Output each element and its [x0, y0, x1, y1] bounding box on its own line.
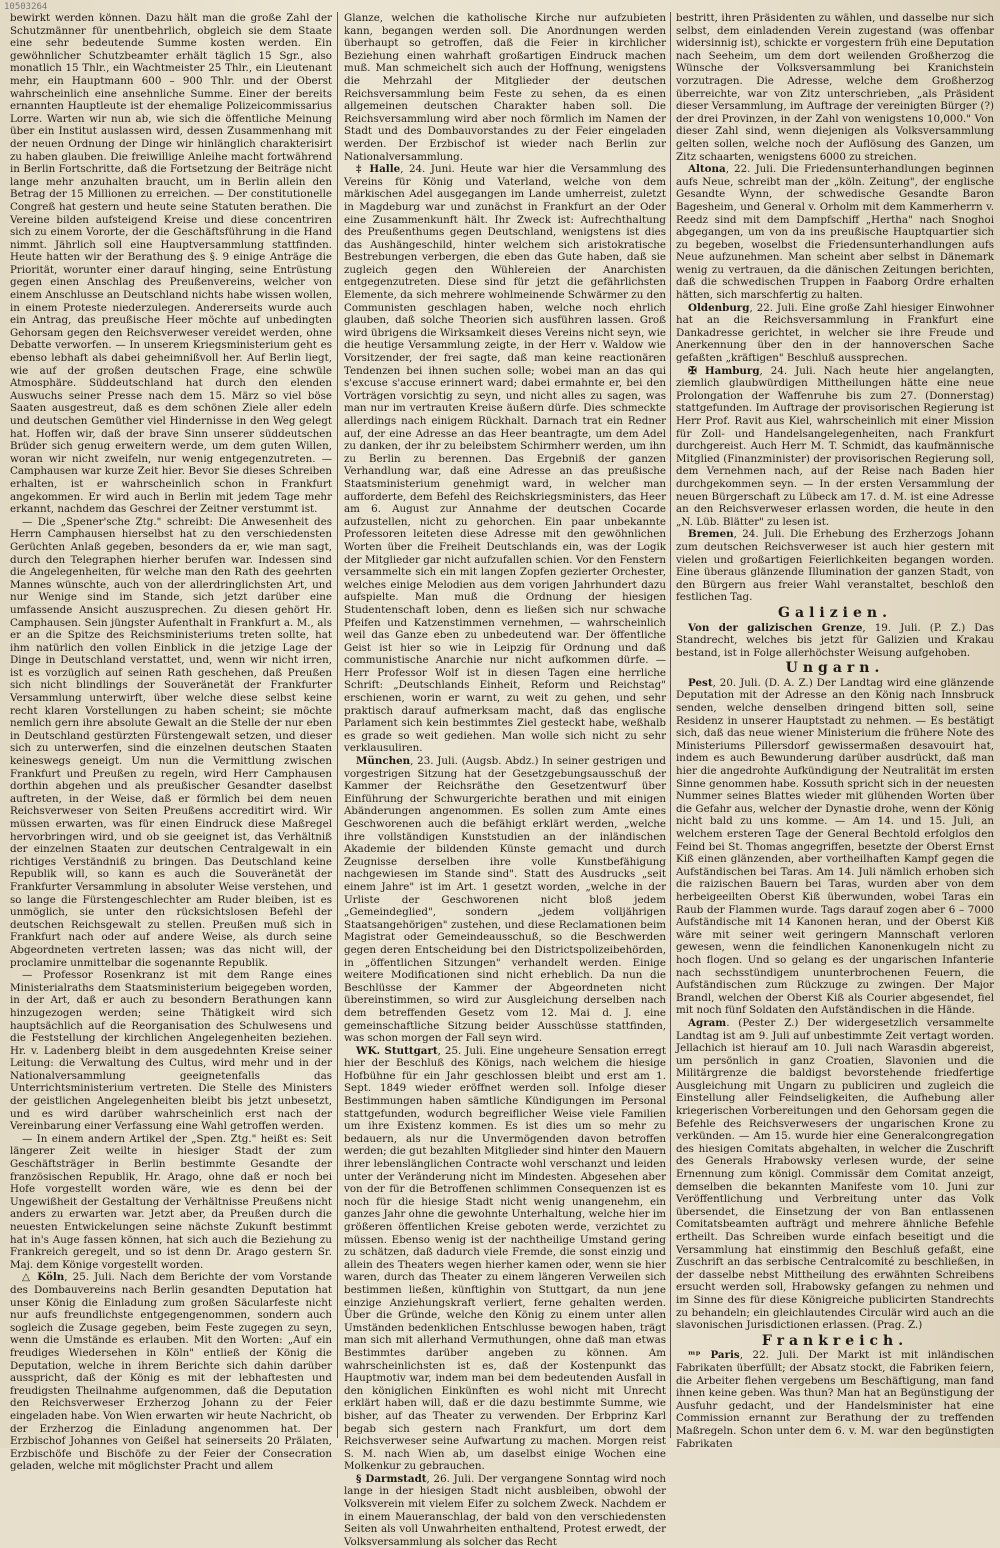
article-paragraph [344, 163, 666, 755]
article-paragraph [10, 1271, 332, 1473]
dateline-place: ᵐᵖ Paris [688, 1349, 740, 1362]
article-text: , 23. Juli. (Augsb. Abdz.) In seiner gestrigen und vorgestrigen Sitzung hat der Gesetzgebungsausschuß der Kammer der Reichsräthe den Gesetzentwurf über Einführung der Schwurgerichte berathen und mit einigen Abänderungen angenommen. Es sollen zum Amte eines Geschworenen auch die befähigt erklärt werden, „welche ihre vollständigen Kunststudien an der inländischen Akademie der bildenden Künste gemacht und durch Zeugnisse derselben ihre volle Kunstbefähigung nachgewiesen im Stande sind". Statt des Ausdrucks „seit einem Jahre" ist im Art. 1 gesetzt worden, „welche in der Urliste der Geschworenen nicht bloß jedem „Gemeindeglied", sondern „jedem volljährigen Staatsangehörigen" zustehen, und diese Reclamationen beim Magistrat oder Gemeindeausschuß, so die Beschwerden gegen deren Entscheidung bei den Districtspolizeibehörden, in „öffentlichen Sitzungen" verhandelt werden. Einige weitere Modificationen sind nicht erheblich. Da nun die Beschlüsse der Kammer der Abgeordneten nicht übereinstimmen, so wird zur Ausgleichung derselben nach dem betreffenden Gesetz vom 12. Mai d. J. eine gemeinschaftliche Sitzung beider Ausschüsse stattfinden, was schon morgen der Fall seyn wird. [344, 755, 666, 1045]
section-heading: Ungarn. [785, 660, 885, 677]
article-text: , 22. Juli. Der Markt ist mit inländischen Fabrikaten überfüllt; der Absatz stockt, die Fabriken feiern, die Arbeiter flehen vergebens um Beschäftigung, man fand ihnen keine geben. Was thun? Man hat an Begünstigung der Ausfuhr gedacht, und der Handelsminister hat eine Commission ernannt zur Berathung der zu treffenden Maßregeln. Schon unter dem 6. v. M. war den begünstigten Fabrikaten [676, 1349, 994, 1450]
article-text: bewirkt werden können. Dazu hält man die große Zahl der Schutzmänner für unentbehrlich, obgleich sie dem Staate eine sehr bedeutende Summe kosten werden. Ein gewöhnlicher Schutzbeamter erhält täglich 15 Sgr., also monatlich 15 Thlr., ein Wachtmeister 25 Thlr., ein Lieutenant mehr, ein Hauptmann 600 – 900 Thlr. und der Oberst wahrscheinlich eine ansehnliche Summe. Einer der bereits ernannten Hauptleute ist der ehemalige Polizeicommissarius Lorre. Warten wir nun ab, wie sich die öffentliche Meinung über ein Institut auslassen wird, dessen Zusammenhang mit der neuen Ordnung der Dinge wir hinlänglich charakterisirt zu haben glauben. Die freiwillige Anleihe macht fortwährend in Berlin Fortschritte, daß die Fortsetzung der Beiträge nicht lange mehr anzuhalten braucht, um in Berlin allein den Betrag der 15 Millionen zu erreichen. — Der constitutionelle Congreß hat gestern und heute seine Statuten berathen. Die Vereine bilden aufsteigend Kreise und diese concentriren sich zu einem Vororte, der die Geschäftsführung in die Hand nimmt. Jährlich soll eine Hauptversammlung stattfinden. Heute hatten wir der Berathung des §. 9 einige Anträge die Priorität, worunter einer darauf hinging, seine Entrüstung gegen einen Anschlag des Preußenvereins, welcher von einem Anschlusse an Deutschland nichts habe wissen wollen, in einem Proteste niederzulegen. Andererseits wurde auch ein Antrag, das preußische Heer möchte auf unbedingten Gehorsam gegen den Reichsverweser vereidet werden, ohne Debatte verworfen. — In unserem Kriegsministerium geht es ebenso lebhaft als dabei geheimnißvoll her. Auf Berlin liegt, wie auf der großen deutschen Frage, eine schwüle Atmosphäre. Süddeutschland hat durch den elenden Auswuchs seiner Presse nach dem 15. März so viel böse Saaten ausgestreut, daß es dem schönen Ziele aller edeln und deutschen Gemüther viel Hindernisse in den Weg gelegt hat. Hoffen wir, daß der brave Sinn unserer süddeutschen Brüder sich genug erweitern werde, um dem guten Willen, woran wir nicht zweifeln, nur wenig entgegenzutreten. — Camphausen war kurze Zeit hier. Bevor Sie dieses Schreiben erhalten, ist er wahrscheinlich schon in Frankfurt angekommen. Er wird auch in Berlin mit jedem Tage mehr erkannt, nachdem das Geschrei der Zeitner verstummt ist. [10, 12, 332, 516]
article-paragraph [676, 528, 994, 604]
article-text: bestritt, ihren Präsidenten zu wählen, und dasselbe nur sich selbst, dem einladenden Verein zugestand (was offenbar widersinnig ist), schickte er vorgestern früh eine Deputation nach Seeheim, um dem dort weilenden Großherzog die Wünsche der Volksversammlung bei Kranichstein vorzutragen. Die Adresse, welche dem Großherzog überreichte, war von Zitz unterschrieben, „als Präsident dieser Versammlung, im Auftrage der vereinigten Bürger (?) der drei Provinzen, in der Zahl von wenigstens 10,000." Von dieser Zahl sind, wenn diejenigen als Volksversammlung gelten sollen, welche noch der Auflösung des Ganzen, um Zitz schaarten, wenigstens 6000 zu streichen. [676, 12, 994, 163]
article-paragraph [10, 1133, 332, 1272]
article-text: — In einem andern Artikel der „Spen. Ztg." heißt es: Seit längerer Zeit weilte in hiesiger Stadt der zum Geschäftsträger in Berlin bestimmte Gesandte der französischen Republik, Hr. Arago, ohne daß er noch bei Hofe vorgestellt worden wäre, wie es denn bei der Ungewißheit der Gestaltung der Verhältnisse Preußens nicht anders zu erwarten war. Jetzt aber, da Preußen durch die neuesten Entwickelungen seine nächste Zukunft bestimmt hat in's Auge fassen können, hat sich auch die Beziehung zu Frankreich geregelt, und so ist denn Dr. Arago gestern Sr. Maj. dem Könige vorgestellt worden. [10, 1132, 332, 1271]
section-heading: Galizien. [778, 604, 892, 621]
dateline-place: Pest [688, 676, 713, 689]
article-text: , 24. Juni. Heute war hier die Versammlung des Vereins für König und Vaterland, welche von dem märkischen Adel ausgegangen im Lande umherreist, zuletzt in Magdeburg war und zunächst in Frankfurt an der Oder eine Zusammenkunft hält. Ihr Zweck ist: Aufrechthaltung des Preußenthums gegen Deutschland, wenigstens ist dies das Aushängeschild, hinter welchem sich aristokratische Bestrebungen verbergen, die eben das Gute haben, daß sie zugleich gegen den Wühlereien der Anarchisten entgegenzutreten. Diese sind für jetzt die gefährlichsten Elemente, da sich mehrere wohlmeinende Schwärmer zu den Communisten geschlagen haben, welche noch ehrlich glauben, daß solche Theorien sich ausführen lassen. Groß wird übrigens die Wirksamkeit dieses Vereins nicht seyn, wie die heutige Versammlung zeigte, in der Herr v. Waldow wie Vorsitzender, der frei sagte, daß man keine reactionären Tendenzen bei ihnen suchen solle; wobei man an das qui s'excuse s'accuse erinnert ward; dabei ermahnte er, bei den Vorträgen vorsichtig zu seyn, und nicht alles zu sagen, was man nur im vertrauten Kreise äußern dürfe. Dies schmeckte allerdings nach einigem Rückhalt. Darnach trat ein Redner auf, der eine Adresse an das Heer beantragte, um dem Adel zu danken, der ihr zu beleibstem Schirmherr werden, um ihn zu Berlin zu berennen. Das Ergebniß der ganzen Verhandlung war, daß eine Adresse an das preußische Staatsministerium genehmigt ward, in welcher man aufforderte, dem Befehl des Reichskriegsministers, das Heer am 6. August zur Annahme der deutschen Cocarde aufzustellen, nicht zu gehorchen. Ein paar unbekannte Professoren leiteten diese Adresse mit den gewöhnlichen Worten über die Freiheit Deutschlands ein, was der Logik der Mitglieder gar nicht aufzufallen schien. Vor den Fenstern versammelte sich ein mit langen Zopfen gezierter Orchester, welches einige Melodien aus dem vorigen Jahrhundert dazu aufspielte. Man muß die Ordnung der hiesigen Studentenschaft loben, denn es ließen sich nur schwache Pfeifen und Katzenstimmen vernehmen, — wahrscheinlich weil das Ganze eben zu unbedeutend war. Der öffentliche Geist ist hier so wie in Leipzig für Ordnung und daß communistische Anarchie nur nicht aufkommen dürfe. — Herr Professor Wolf ist in diesen Tagen eine herrliche Schrift: „Deutschlands Einheit, Reform und Reichstag" erschienen, worin er warnt, zu weit zu gehen, und sehr praktisch darauf aufmerksam macht, daß das englische Parlament sich kein bestimmtes Ziel gesteckt habe, weßhalb es grade so weit gediehen. Man wolle sich nicht zu sehr verklausuliren. [344, 163, 666, 755]
article-text: , 19. Juli. (P. Z.) Das Standrecht, welches bis jetzt für Galizien und Krakau bestand, ist in Folge allerhöchster Weisung aufgehoben. [676, 621, 994, 659]
article-paragraph [10, 969, 332, 1133]
article-text: Glanze, welchen die katholische Kirche nur aufzubieten kann, begangen werden soll. Die Anordnungen werden überhaupt so getroffen, daß die Feier in kirchlicher Beziehung einen wahrhaft großartigen Eindruck machen muß. Man schmeichelt sich auch der Hoffnung, wenigstens die Mehrzahl der Mitglieder der deutschen Reichsversammlung beim Feste zu sehen, da es einen allgemeinen deutschen Charakter haben soll. Die Reichsversammlung wird aber noch förmlich im Namen der Stadt und des Dombauvorstandes zu der Feier eingeladen werden. Der Erzbischof ist wieder nach Berlin zur Nationalversammlung. [344, 12, 666, 163]
article-paragraph [676, 12, 994, 163]
article-paragraph [676, 302, 994, 365]
article-paragraph [10, 12, 332, 516]
article-text: , 22. Juli. Die Friedensunterhandlungen beginnen aufs Neue, schreibt man der „köln. Zeitung", der englische Gesandte Wynn, der schwedische Gesandte Baron Bagesheim, und General v. Orholm mit dem Kammerherrn v. Reedz sind mit dem Dampfschiff „Hertha" nach Snoghoi abgegangen, um von da ins preußische Hauptquartier sich zu begeben, woselbst die Friedensunterhandlungen aufs Neue aufzunehmen. Man scheint aber selbst in Dänemark wenig zu vertrauen, da die dänischen Zeitungen berichten, daß die schwedischen Truppen in Faaborg Ordre erhalten hätten, sich marschfertig zu halten. [676, 163, 994, 302]
dateline-place: Bremen [688, 528, 734, 541]
article-text: , 25. Juli. Nach dem Berichte der vom Vorstande des Dombauvereins nach Berlin gesandten Deputation hat unser König die Einladung zum großen Säcularfeste nicht nur aufs freundlichste entgegengenommen, sondern auch sogleich die Zusage gegeben, beim Feste zugegen zu seyn, wenn die Umstände es erlauben. Mit den Worten: „Auf ein freudiges Wiedersehen in Köln" entließ der König die Deputation, welche in ihrem Berichte sich dahin darüber ausspricht, daß der König es mit der lebhaftesten und freudigsten Theilnahme aufgenommen, daß die Deputation den Reichsverweser Erzherzog Johann zu der Feier eingeladen habe. Von Wien erwarten wir heute Nachricht, ob der Erzherzog die Einladung angenommen hat. Der Erzbischof Johannes von Geißel hat seinerseits 20 Prälaten, Erzbischöfe und Bischöfe zu der Feier der Consecration geladen, welche mit möglichster Pracht und allem [10, 1271, 332, 1473]
dateline-place: Oldenburg [688, 301, 750, 314]
article-paragraph [344, 1473, 666, 1548]
article-text: , 24. Juli. Nach heute hier angelangten, ziemlich glaubwürdigen Mittheilungen hätte eine neue Prolongation der Waffenruhe bis zum 27. (Donnerstag) stattgefunden. Im Auftrage der provisorischen Regierung ist Herr Prof. Ravit aus Kiel, wahrscheinlich mit einer Mission für Zoll- und Handelsangelegenheiten, nach Frankfurt durchgereist. Auch Herr M. T. Schmidt, das kaufmännische Mitglied (Finanzminister) der provisorischen Regierung soll, dem Vernehmen nach, auf der Reise nach Baden hier durchgekommen seyn. — In der ersten Versammlung der neuen Bürgerschaft zu Lübeck am 17. d. M. ist eine Adresse an den Reichsverweser erlassen worden, die heute in den „N. Lüb. Blätter" zu lesen ist. [676, 364, 994, 528]
column-3 [676, 12, 994, 1450]
dateline-place: Altona [688, 163, 726, 176]
article-paragraph [676, 1017, 994, 1332]
column-rule-1 [337, 12, 338, 1438]
article-paragraph [10, 516, 332, 969]
article-text: , 20. Juli. (D. A. Z.) Der Landtag wird eine glänzende Deputation mit der Adresse an den König nach Innsbruck senden, welche denselben dringend bitten soll, seine Residenz in unserer Hauptstadt zu nehmen. — Es bestätigt sich, daß das neue wiener Ministerium die frühere Note des Ministeriums Pillersdorf gewissermaßen desavouirt hat, indem es auch Bewunderung darüber ausdrückt, daß man hier die angedrohte Aufkündigung der Neutralität im ersten Sinne genommen habe. Kossuth spricht sich in der neuesten Nummer seines Blattes wieder mit glühenden Worten über die Gefahr aus, welcher der Dynastie drohe, wenn der König nicht bald zu uns komme. — Am 14. und 15. Juli, an welchem ersteren Tage der General Bechtold erfolglos den Feind bei St. Thomas angegriffen, besetzte der Oberst Ernst Kiß einen glänzenden, aber vortheilhaften Kampf gegen die Aufständischen bei Taras. Am 14. Juli nämlich erhoben sich die raizischen Bauern bei Taras, wurden aber von dem herbeigeeilten Oberst Kiß überwunden, wobei Taras ein Raub der Flammen wurde. Tags darauf zogen aber 6 – 7000 Aufständische mit 14 Kanonen heran, und der Oberst Kiß wäre mit seiner weit geringern Mannschaft verloren gewesen, wenn die feindlichen Kanonenkugeln nicht zu hoch flogen. Und so gelang es der ungarischen Infanterie nach sechsstündigem ununterbrochenen Feuern, die Aufständischen zum Rückzuge zu zwingen. Der Major Brandl, welchen der Oberst Kiß als Courier abgesendet, fiel mit noch fünf Soldaten den Aufständischen in die Hände. [676, 676, 994, 1017]
article-text: , 25. Juli. Eine ungeheure Sensation erregt hier der Beschluß des Königs, nach welchem die hiesige Hofbühne für ein Jahr geschlossen bleibt und erst am 1. Sept. 1849 wieder eröffnet werden soll. Infolge dieser Bestimmungen haben sämtliche Kündigungen im Personal stattgefunden, wodurch begreiflicher Weise viele Familien um ihre Existenz kommen. Es ist dies um so mehr zu bedauern, als nur die Unvermögenden davon betroffen werden; die gut bezahlten Mitglieder sind hinter den Mauern ihrer lebenslänglichen Contracte wohl verschanzt und leiden unter der Veränderung nicht im Mindesten. Abgesehen aber von der für die Betroffenen schlimmen Consequenzen ist es noch für die hiesige Stadt nicht wenig unangenehm, ein ganzes Jahr ohne die gewohnte Unterhaltung, welche hier im größeren öffentlichen Kreise geboten werde, verzichtet zu müssen. Ebenso wenig ist der nachtheilige Umstand gering zu schätzen, daß dadurch viele Fremde, die sonst einzig und allein des Theaters wegen hierher kamen oder, wenn sie hier waren, durch das Theater zu einem längeren Verweilen sich bestimmen ließen, künftighin von Stuttgart, da nun jene einzige Anziehungskraft verliert, ferne gehalten werden. Über die Gründe, welche den König zu einem unter allen Umständen bedenklichen Entschlusse bewogen haben, trägt man sich mit allerhand Vermuthungen, ohne daß man etwas Bestimmtes darüber angeben zu können. Am wahrscheinlichsten ist es, daß der Kostenpunkt das Hauptmotiv war, indem man bei dem bedeutenden Ausfall in den königlichen Einkünften es wohl nicht mit Unrecht erklärt haben will, daß er die dazu bestimmte Summe, wie bisher, auf das Theater zu verwenden. Der Erbprinz Karl begab sich gestern nach Frankfurt, um dort dem Reichsverweser seine Aufwartung zu machen. Morgen reist S. M. nach Wien ab, um daselbst einige Wochen eine Molkenkur zu gebrauchen. [344, 1044, 666, 1473]
article-paragraph [344, 1045, 666, 1473]
section-heading: Frankreich. [761, 1332, 909, 1349]
dateline-place: ✠ Hamburg [688, 364, 760, 377]
column-rule-2 [670, 12, 671, 1438]
page-id: 10503264 [4, 2, 48, 12]
dateline-place: Agram [688, 1016, 727, 1029]
article-text: , 22. Juli. Eine große Zahl hiesiger Einwohner hat an die Reichsversammlung in Frankfurt eine Dankadresse gerichtet, in welcher sie ihre Freude und Anerkennung über den in der hannoverschen Sache gefaßten „kräftigen" Beschluß aussprechen. [676, 301, 994, 365]
article-paragraph [676, 622, 994, 660]
article-text: — Die „Spener'sche Ztg." schreibt: Die Anwesenheit des Herrn Camphausen hierselbst hat zu den verschiedensten Gerüchten Anlaß gegeben, besonders da er, wie man sagt, durch den Telegraphen hierher berufen war. Indessen sind die Angelegenheiten, für welche man den Rath des geehrten Mannes wünschte, auch von der allerdringlichsten Art, und nur Wenige sind im Stande, sich jetzt darüber eine umfassende Ansicht auszusprechen. Zu diesen gehört Hr. Camphausen. Sein jüngster Aufenthalt in Frankfurt a. M., als er an die Spitze des Reichsministeriums treten sollte, hat ihm natürlich den vollen Einblick in die jetzige Lage der Dinge in Deutschland verstattet, und, wenn wir nicht irren, ist es vorzüglich auf seinen Rath geschehen, daß Preußen sich nicht blindlings der Souveränetät der Frankfurter Versammlung unterwirft, über welche diese selbst keine recht klaren Vorstellungen zu haben scheint; sie möchte nemlich gern ihre absolute Gewalt an die Stelle der nur eben in Deutschland gestürzten Fürstengewalt setzen, und dieser sich zu unterwerfen, sind die einzelnen deutschen Staaten keineswegs geneigt. Um nun die Vermittlung zwischen Frankfurt und Preußen zu regeln, wird Herr Camphausen dorthin abgehen und als preußischer Gesandter daselbst auftreten, in der Weise, daß er förmlich bei dem neuen Reichsverweser von Seiten Preußens accreditirt wird. Wir müssen erwarten, was für einen Eindruck diese Maßregel hervorbringen wird, und ob sie geeignet ist, das Verhältniß der einzelnen Staaten zur deutschen Centralgewalt in ein richtiges Verständniß zu bringen. Das Deutschland keine Republik will, so kann es auch die Souveränetät der Frankfurter Versammlung in absoluter Weise verstehen, und so lange die Fürstengeschlechter am Ruder bleiben, ist es unmöglich, sie unter den rücksichtslosen Befehl der deutschen Reichsgewalt zu stellen. Preußen muß sich in Frankfurt nach oder auf andere Weise, als durch seine Abgeordneten vertreten lassen; was das nicht will, der proclamire unmittelbar die sogenannte Republik. [10, 515, 332, 969]
dateline-place: München [356, 755, 411, 768]
dateline-place: § Darmstadt [356, 1472, 427, 1485]
article-text: , 26. Juli. Der vergangene Sonntag wird noch lange in der hiesigen Stadt nicht ausbleiben, obwohl der Volksverein mit vielem Eifer zu solchem Zweck. Nachdem er in einem Maueranschlag, der bald von den verschiedensten Seiten als voll Unwahrheiten enthaltend, Protest erwedt, der Volksversammlung als solcher das Recht [344, 1472, 666, 1548]
article-text: , 24. Juli. Die Erhebung des Erzherzogs Johann zum deutschen Reichsverweser ist auch hier gestern mit vielen und großartigen Feierlichkeiten begangen worden. Eine überaus glänzende Illumination der ganzen Stadt, von den Bürgern aus freier Wahl veranstaltet, beschloß den festlichen Tag. [676, 528, 994, 604]
column-2 [344, 12, 666, 1548]
article-text: . (Pester Z.) Der widergesetzlich versammelte Landtag ist am 9. Juli auf unbestimmte Zeit vertagt worden. Jellachich ist hierauf am 10. Juli nach Warasdin abgereist, um persönlich in ganz Croatien, Slavonien und die Militärgrenze die baldigst bevorstehende friedfertige Ausgleichung mit Ungarn zu publiciren und zugleich die Einstellung aller Feindseligkeiten, die Aufhebung aller kriegerischen Vorbereitungen und den Gehorsam gegen die Befehle des Reichsverwesers der ungarischen Krone zu verkünden. — Am 15. wurde hier eine Generalcongregation des hiesigen Comitats abgehalten, in welcher die Zuschrift des Generals Hrabowsky verlesen wurde, der seine Ernennung zum königl. Commissär dem Comitat anzeigt, demselben die bekannten Manifeste vom 10. Juni zur Veröffentlichung und Verbreitung unter das Volk übersendet, die Einsetzung der von Ban entlassenen Comitatsbeamten aufträgt und mehrere ähnliche Befehle ertheilt. Das Schreiben wurde einfach beseitigt und die Versammlung hat einstimmig den Beschluß gefaßt, eine Zuschrift an das serbische Centralcomité zu beschließen, in der dasselbe nebst Mittheilung des erwähnten Schreibens ersucht werden soll, Hrabowsky gefangen zu nehmen und im Sinne des für diese Königreiche publicirten Standrechts zu behandeln; ein gleichlautendes Circulär wird auch an die slavonischen Jurisdictionen erlassen. (Prag. Z.) [676, 1016, 994, 1332]
article-paragraph [676, 1349, 994, 1450]
dateline-place: △ Köln [22, 1271, 65, 1284]
article-paragraph [344, 755, 666, 1045]
dateline-place: ‡ Halle [356, 163, 401, 176]
column-1 [10, 12, 332, 1473]
article-paragraph [676, 677, 994, 1017]
article-paragraph [344, 12, 666, 163]
dateline-place: Von der galizischen Grenze [688, 621, 863, 634]
article-paragraph [676, 365, 994, 529]
article-text: — Professor Rosenkranz ist mit dem Range eines Ministerialraths dem Staatsministerium beigegeben worden, in der Art, daß er auch zu besondern Berathungen kann hinzugezogen werden; seine Thätigkeit wird sich hauptsächlich auf die Reorganisation des Schulwesens und die Feststellung der kirchlichen Angelegenheiten beziehen. Hr. v. Ladenberg bleibt in dem ausgedehnten Kreise seiner Leitung: die Verwaltung des Cultus, wird mehr und in der Nationalversammlung geeignetenfalls das Unterrichtsministerium vertreten. Die Stelle des Ministers der geistlichen Angelegenheiten bleibt bis jetzt unbesetzt, und es wird darüber wahrscheinlich erst nach der Vereinbarung einer Verfassung eine Wahl getroffen werden. [10, 969, 332, 1133]
dateline-place: WK. Stuttgart [356, 1044, 438, 1057]
article-paragraph [676, 163, 994, 302]
